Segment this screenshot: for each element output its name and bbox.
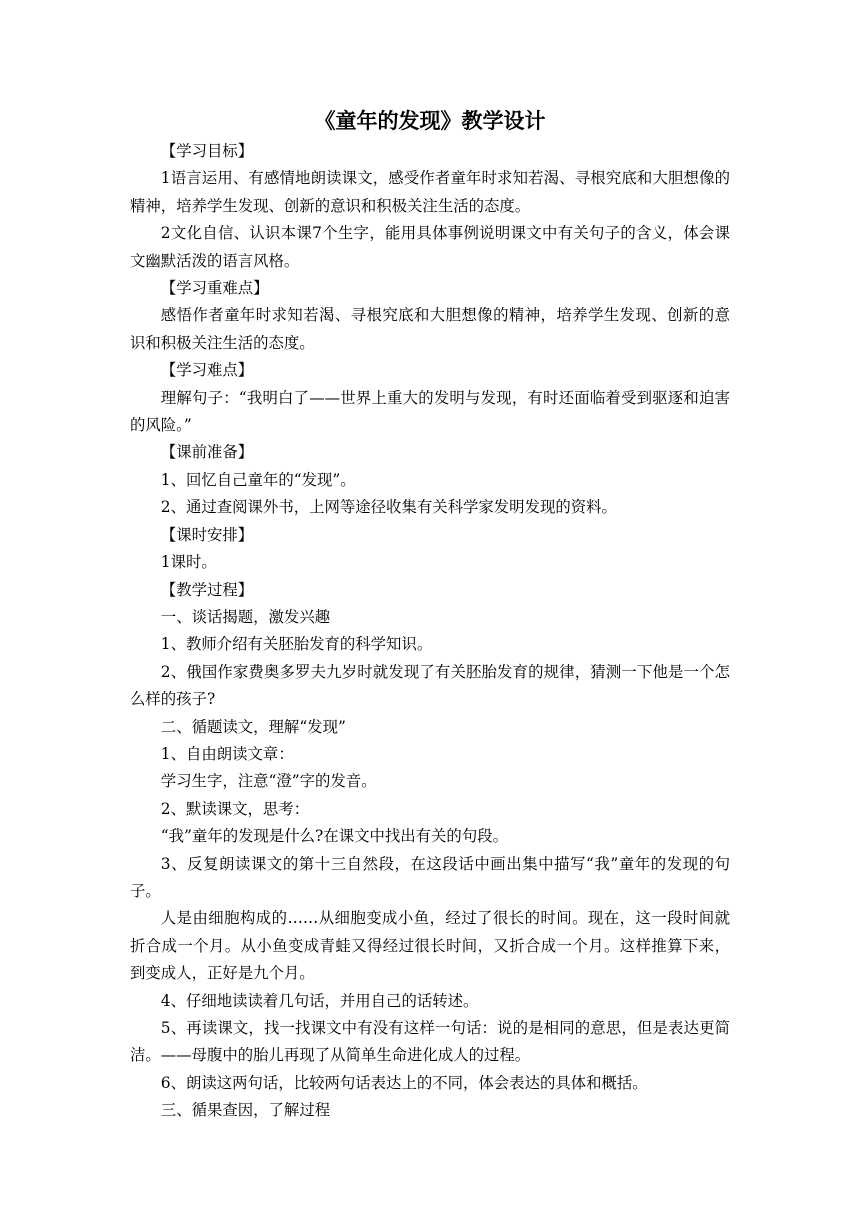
document-title: 《童年的发现》教学设计 [314, 108, 546, 133]
paragraph: 感悟作者童年时求知若渴、寻根究底和大胆想像的精神，培养学生发现、创新的意识和积极关注生活的态度。 [130, 306, 730, 352]
paragraph: 4、仔细地读读着几句话，并用自己的话转述。 [160, 991, 479, 1010]
paragraph: 1语言运用、有感情地朗读课文，感受作者童年时求知若渴、寻根究底和大胆想像的精神，培养学生发现、创新的意识和积极关注生活的态度。 [130, 169, 730, 215]
paragraph: 1课时。 [160, 553, 217, 572]
document-body [130, 138, 730, 1125]
paragraph: 6、朗读这两句话，比较两句话表达上的不同，体会表达的具体和概括。 [160, 1073, 648, 1092]
subsection-heading: 二、循题读文，理解“发现” [160, 717, 346, 736]
section-heading: 【课前准备】 [160, 443, 254, 462]
section-heading: 【教学过程】 [160, 580, 254, 599]
paragraph: 1、回忆自己童年的“发现”。 [160, 470, 356, 489]
paragraph: 3、反复朗读课文的第十三自然段，在这段话中画出集中描写“我”童年的发现的句子。 [130, 854, 730, 900]
subsection-heading: 三、循果查因，了解过程 [160, 1101, 331, 1120]
section-heading: 【学习重难点】 [160, 279, 269, 298]
section-heading: 【学习目标】 [160, 142, 254, 160]
paragraph: 2、默读课文，思考： [160, 799, 310, 818]
paragraph: 2、俄国作家费奥多罗夫九岁时就发现了有关胚胎发育的规律，猜测一下他是一个怎么样的孩子? [130, 662, 730, 709]
subsection-heading: 一、谈话揭题，激发兴趣 [160, 607, 331, 626]
paragraph: 人是由细胞构成的……从细胞变成小鱼，经过了很长的时间。现在，这一段时间就折合成一个月。从小鱼变成青蛙又得经过很长时间，又折合成一个月。这样推算下来，到变成人，正好是九个月。 [130, 909, 730, 983]
section-heading: 【课时安排】 [160, 525, 254, 544]
paragraph: 1、自由朗读文章： [160, 744, 294, 763]
paragraph: 学习生字，注意“澄”字的发音。 [160, 772, 377, 791]
paragraph: 2文化自信、认识本课7个生字，能用具体事例说明课文中有关句子的含义，体会课文幽默活泼的语言风格。 [130, 224, 730, 270]
paragraph: 2、通过查阅课外书，上网等途径收集有关科学家发明发现的资料。 [160, 498, 617, 517]
paragraph: “我”童年的发现是什么?在课文中找出有关的句段。 [160, 827, 508, 846]
paragraph: 1、教师介绍有关胚胎发育的科学知识。 [160, 635, 433, 654]
paragraph: 理解句子：“我明白了——世界上重大的发明与发现，有时还面临着受到驱逐和迫害的风险。” [130, 388, 730, 435]
section-heading: 【学习难点】 [160, 361, 254, 380]
paragraph: 5、再读课文，找一找课文中有没有这样一句话：说的是相同的意思，但是表达更简洁。——母腹中的胎儿再现了从简单生命进化成人的过程。 [130, 1019, 730, 1065]
